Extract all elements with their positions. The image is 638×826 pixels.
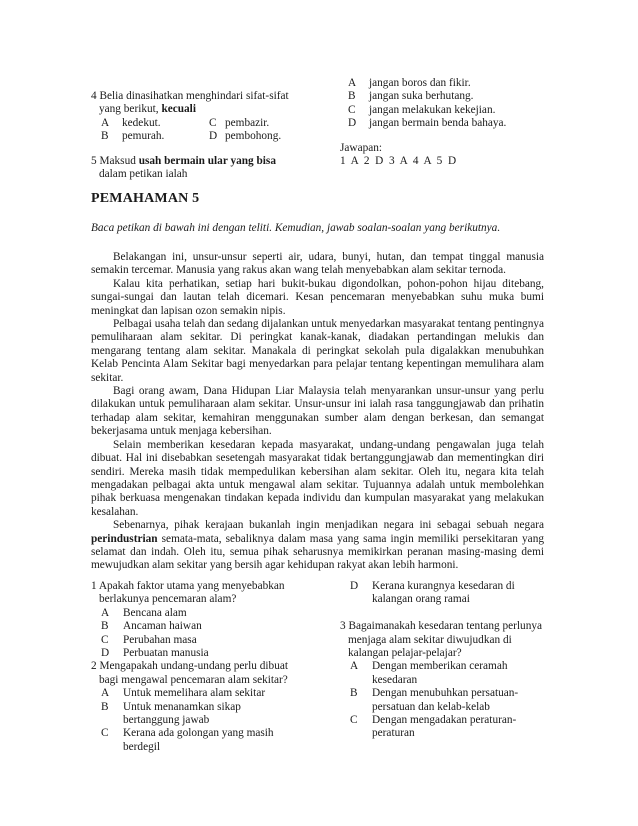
questions-right-column	[340, 580, 565, 741]
question-1-line1: 1 Apakah faktor utama yang menyebabkan	[91, 580, 285, 592]
passage-paragraph: Belakangan ini, unsur-unsur seperti air, udara, bunyi, hutan, dan tempat tinggal manusia semakin tercemar. Manusia yang rakus akan wang telah menyebabkan alam sekitar ternoda.	[91, 251, 544, 277]
option-letter: A	[101, 606, 110, 619]
option-letter: B	[350, 687, 358, 700]
option-letter: A	[350, 660, 359, 673]
option-text: Dengan memberikan ceramah	[372, 660, 508, 673]
option-letter: B	[101, 700, 109, 713]
option-text: Dengan mengadakan peraturan-	[372, 714, 517, 727]
option-row	[340, 714, 565, 727]
option-text: Perubahan masa	[123, 633, 197, 646]
question-5	[91, 155, 331, 182]
spacer	[340, 607, 565, 620]
option-row	[91, 701, 321, 714]
option-row	[340, 687, 565, 700]
question-3-line1: 3 Bagaimanakah kesedaran tentang perlunya	[340, 620, 543, 633]
option-letter: D	[209, 130, 218, 143]
option-row	[91, 647, 321, 660]
option-row	[91, 620, 321, 633]
question-3-line3: kalangan pelajar-pelajar?	[348, 647, 462, 660]
option-letter: D	[348, 117, 357, 130]
question-5-options	[340, 77, 550, 131]
option-text: jangan boros dan fikir.	[369, 77, 471, 89]
question-3-line2: menjaga alam sekitar diwujudkan di	[348, 633, 512, 646]
option-letter: A	[101, 687, 110, 700]
option-letter: B	[348, 90, 356, 103]
option-letter: A	[101, 116, 110, 129]
option-text: pembohong.	[225, 130, 282, 143]
passage-paragraph: Bagi orang awam, Dana Hidupan Liar Malaysia telah menyarankan unsur-unsur yang perlu dilakukan untuk pemuliharaan alam sekitar. Unsur-unsur ini ialah rasa tanggungjawab dan prihatin terhadap alam sekitar, kemahiran menggunakan sumber alam dengan berkesan, dan semangat bekerjasama untuk menjaga kebersihan.	[91, 385, 544, 438]
option-row	[340, 580, 565, 593]
option-text: jangan suka berhutang.	[369, 90, 474, 103]
option-text: pemurah.	[122, 130, 165, 143]
section-title: PEMAHAMAN 5	[91, 191, 200, 206]
option-row	[91, 687, 321, 700]
question-1-line2: berlakunya pencemaran alam?	[99, 593, 237, 606]
passage-paragraph: Kalau kita perhatikan, setiap hari bukit-bukau digondolkan, pohon-pohon hijau ditebang, sungai-sungai dan lautan telah dicemari. Kesan pencemaran menyebabkan suhu muka bumi meningkat dan lapisan ozon semakin nipis.	[91, 277, 544, 317]
question-4-options-row2	[91, 130, 331, 143]
option-letter: B	[101, 130, 109, 143]
option-text: jangan melakukan kekejian.	[369, 103, 496, 116]
question-5-phrase: usah bermain ular yang bisa	[138, 155, 276, 167]
option-letter: C	[209, 116, 217, 129]
option-continuation: kesedaran	[372, 673, 418, 686]
option-row	[91, 727, 321, 740]
passage-paragraph: Pelbagai usaha telah dan sedang dijalankan untuk menyedarkan masyarakat tentang pentingnya pemuliharaan alam sekitar. Di peringkat kanak-kanak, diadakan pertandingan melukis dan mengarang tentang alam sekitar. Manakala di peringkat sekolah pula digalakkan menubuhkan Kelab Pencinta Alam Sekitar bagi menyedarkan para pelajar tentang kepentingan memulihara alam sekitar.	[91, 318, 545, 384]
option-text: Untuk menanamkan sikap	[123, 700, 241, 713]
option-text: Untuk memelihara alam sekitar	[123, 687, 266, 700]
question-2-line2: bagi mengawal pencemaran alam sekitar?	[99, 673, 288, 686]
option-row	[91, 634, 321, 647]
option-text: Ancaman haiwan	[123, 620, 202, 633]
option-row	[340, 104, 550, 117]
option-letter: A	[348, 77, 357, 89]
answer-key-label: Jawapan:	[340, 142, 383, 154]
reading-passage	[91, 251, 544, 573]
option-continuation: peraturan	[372, 727, 415, 740]
option-row	[91, 607, 321, 620]
question-4	[91, 90, 331, 144]
option-text: Dengan menubuhkan persatuan-	[372, 687, 519, 700]
option-text: pembazir.	[225, 116, 270, 129]
option-continuation: persatuan dan kelab-kelab	[372, 700, 490, 713]
option-text: kedekut.	[122, 116, 161, 129]
question-4-line1: 4 Belia dinasihatkan menghindari sifat-sifat	[91, 90, 289, 102]
option-row	[340, 77, 550, 90]
question-5-line1: 5 Maksud usah bermain ular yang bisa	[91, 155, 276, 167]
option-continuation: kalangan orang ramai	[372, 593, 470, 606]
option-letter: C	[348, 103, 356, 116]
answer-key	[340, 142, 550, 169]
option-text: Kerana kurangnya kesedaran di	[372, 580, 515, 592]
question-4-keyword: kecuali	[161, 103, 196, 116]
option-letter: C	[101, 633, 109, 646]
option-text: Bencana alam	[123, 606, 187, 619]
question-4-options-row1	[91, 117, 331, 130]
option-row	[340, 117, 550, 130]
option-text: Kerana ada golongan yang masih	[123, 727, 274, 740]
option-letter: C	[101, 727, 109, 740]
answer-key-values: 1 A 2 D 3 A 4 A 5 D	[340, 155, 457, 168]
questions-left-column	[91, 580, 321, 754]
option-letter: D	[101, 647, 110, 660]
passage-paragraph: Sebenarnya, pihak kerajaan bukanlah ingin menjadikan negara ini sebagai sebuah negara perindustrian semata-mata, sebaliknya dalam masa yang sama ingin memiliki persekitaran yang selamat dan indah. Oleh itu, semua pihak seharusnya memikirkan peranan masing-masing demi mewujudkan alam sekitar yang bersih agar kehidupan rakyat akan lebih harmoni.	[91, 519, 544, 572]
option-text: jangan bermain benda bahaya.	[369, 117, 507, 130]
option-letter: C	[350, 714, 358, 727]
passage-keyword: perindustrian	[91, 532, 158, 545]
option-row	[340, 90, 550, 103]
passage-paragraph: Selain memberikan kesedaran kepada masyarakat, undang-undang pengawalan juga telah dibuat. Hal ini disebabkan sesetengah masyarakat tidak bertanggungjawab dan mementingkan diri sendiri. Mereka masih tidak mempedulikan kebersihan alam sekitar. Oleh itu, negara kita telah mengadakan pelbagai akta untuk mengawal alam sekitar. Tujuannya adalah untuk membolehkan pihak berkuasa mengenakan tindakan kepada individu dan kumpulan masyarakat yang melakukan kesalahan.	[91, 438, 544, 518]
option-text: Perbuatan manusia	[123, 647, 209, 660]
option-continuation: bertanggung jawab	[123, 714, 210, 727]
option-continuation: berdegil	[123, 740, 161, 753]
question-5-line2: dalam petikan ialah	[99, 168, 188, 181]
section-instruction: Baca petikan di bawah ini dengan teliti. Kemudian, jawab soalan-soalan yang berikutnya.	[91, 222, 501, 234]
option-letter: B	[101, 620, 109, 633]
question-4-line2: yang berikut, kecuali	[99, 103, 196, 116]
question-2-line1: 2 Mengapakah undang-undang perlu dibuat	[91, 660, 289, 673]
option-row	[340, 660, 565, 673]
option-letter: D	[350, 580, 359, 592]
